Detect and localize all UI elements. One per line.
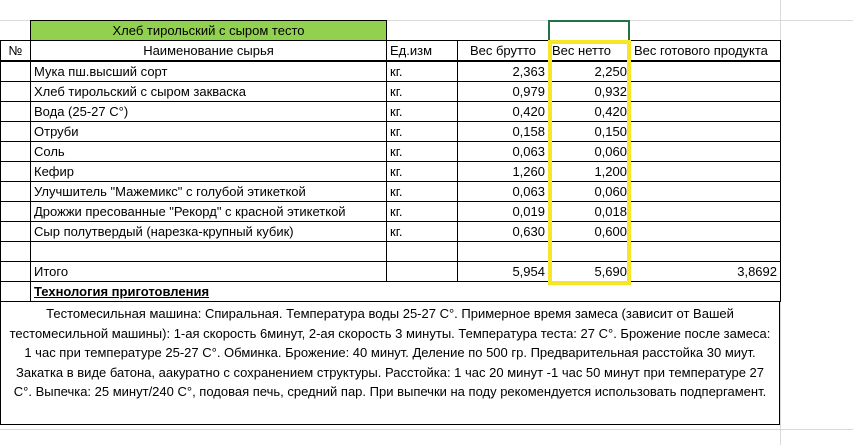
ingredient-finished-cell[interactable]: [630, 101, 781, 122]
header-name[interactable]: Наименование сырья: [30, 40, 387, 61]
row-num-cell[interactable]: [0, 101, 31, 122]
ingredient-gross[interactable]: 0,158: [457, 121, 549, 142]
ingredient-gross[interactable]: 0,063: [457, 181, 549, 202]
header-finished[interactable]: Вес готового продукта: [630, 40, 781, 61]
row-num-cell[interactable]: [0, 181, 31, 202]
row-num-cell[interactable]: [0, 161, 31, 182]
ingredient-unit[interactable]: кг.: [386, 101, 458, 122]
ingredient-finished-cell[interactable]: [630, 61, 781, 82]
tech-title-cell[interactable]: [30, 281, 781, 302]
empty-cell[interactable]: [0, 241, 31, 262]
ingredient-name[interactable]: Кефир: [30, 161, 387, 182]
tech-num-cell[interactable]: [0, 281, 31, 302]
ingredient-unit[interactable]: кг.: [386, 141, 458, 162]
ingredient-net[interactable]: 0,600: [548, 221, 631, 242]
total-finished[interactable]: 3,8692: [630, 261, 781, 282]
header-gross[interactable]: Вес брутто: [457, 40, 549, 61]
total-unit-cell[interactable]: [386, 261, 458, 282]
ingredient-unit[interactable]: кг.: [386, 161, 458, 182]
ingredient-net[interactable]: 0,150: [548, 121, 631, 142]
empty-cell[interactable]: [386, 241, 458, 262]
ingredient-gross[interactable]: 0,420: [457, 101, 549, 122]
ingredient-net[interactable]: 1,200: [548, 161, 631, 182]
tech-text: Тестомесильная машина: Спиральная. Температура воды 25-27 С°. Примерное время замеса (зависит от Вашей тестомесильной машины): 1-ая скорость 6минут, 2-ая скорость 3 минуты. Температура теста: 27 С°. Брожение после замеса: 1 час при температуре 25-27 С°. Обминка. Брожение: 40 минут. Деление по 500 гр. Предварительная расстойка 30 миут. Закатка в виде батона, аакуратно с сохранением структуры. Расстойка: 1 час 20 минут -1 час 50 минут при температуре 27 С°. Выпечка: 25 минут/240 С°, подовая печь, средний пар. При выпечки на поду рекомендуется использовать подпергамент.: [9, 306, 771, 399]
ingredient-unit[interactable]: кг.: [386, 121, 458, 142]
ingredient-finished-cell[interactable]: [630, 81, 781, 102]
ingredient-net[interactable]: 0,060: [548, 141, 631, 162]
ingredient-net[interactable]: 0,420: [548, 101, 631, 122]
total-gross[interactable]: 5,954: [457, 261, 549, 282]
ingredient-finished-cell[interactable]: [630, 161, 781, 182]
row-num-cell[interactable]: [0, 201, 31, 222]
ingredient-name[interactable]: Улучшитель "Мажемикс" с голубой этикеткой: [30, 181, 387, 202]
ingredient-unit[interactable]: кг.: [386, 221, 458, 242]
ingredient-net[interactable]: 2,250: [548, 61, 631, 82]
recipe-title: Хлеб тирольский с сыром тесто: [112, 23, 305, 38]
ingredient-name[interactable]: Хлеб тирольский с сыром закваска: [30, 81, 387, 102]
empty-cell[interactable]: [457, 241, 549, 262]
ingredient-unit[interactable]: кг.: [386, 81, 458, 102]
row-num-cell[interactable]: [0, 61, 31, 82]
row-num-cell[interactable]: [0, 121, 31, 142]
ingredient-gross[interactable]: 1,260: [457, 161, 549, 182]
header-num[interactable]: №: [0, 40, 31, 61]
ingredient-gross[interactable]: 0,630: [457, 221, 549, 242]
ingredient-name[interactable]: Сыр полутвердый (нарезка-крупный кубик): [30, 221, 387, 242]
ingredient-unit[interactable]: кг.: [386, 181, 458, 202]
tech-text-cell[interactable]: [0, 301, 780, 425]
ingredient-net[interactable]: 0,932: [548, 81, 631, 102]
tech-title: Технология приготовления: [34, 284, 210, 299]
ingredient-gross[interactable]: 2,363: [457, 61, 549, 82]
ingredient-finished-cell[interactable]: [630, 221, 781, 242]
selected-cell[interactable]: [548, 20, 630, 40]
ingredient-gross[interactable]: 0,019: [457, 201, 549, 222]
ingredient-finished-cell[interactable]: [630, 141, 781, 162]
ingredient-gross[interactable]: 0,063: [457, 141, 549, 162]
ingredient-finished-cell[interactable]: [630, 121, 781, 142]
row-num-cell[interactable]: [0, 141, 31, 162]
ingredient-name[interactable]: Дрожжи пресованные "Рекорд" с красной этикеткой: [30, 201, 387, 222]
total-net[interactable]: 5,690: [548, 261, 631, 282]
ingredient-finished-cell[interactable]: [630, 181, 781, 202]
recipe-title-cell[interactable]: [30, 20, 387, 41]
header-net[interactable]: Вес нетто: [548, 40, 631, 61]
row-num-cell[interactable]: [0, 221, 31, 242]
header-unit[interactable]: Ед.изм: [386, 40, 458, 61]
ingredient-unit[interactable]: кг.: [386, 61, 458, 82]
ingredient-unit[interactable]: кг.: [386, 201, 458, 222]
gridline: [0, 429, 853, 430]
ingredient-net[interactable]: 0,018: [548, 201, 631, 222]
ingredient-name[interactable]: Вода (25-27 С°): [30, 101, 387, 122]
empty-cell[interactable]: [30, 241, 387, 262]
total-num-cell[interactable]: [0, 261, 31, 282]
net-weight-highlight-box: [548, 40, 631, 285]
ingredient-name[interactable]: Отруби: [30, 121, 387, 142]
total-label[interactable]: Итого: [30, 261, 387, 282]
ingredient-name[interactable]: Мука пш.высший сорт: [30, 61, 387, 82]
ingredient-name[interactable]: Соль: [30, 141, 387, 162]
ingredient-gross[interactable]: 0,979: [457, 81, 549, 102]
ingredient-net[interactable]: 0,060: [548, 181, 631, 202]
empty-cell[interactable]: [630, 241, 781, 262]
ingredient-finished-cell[interactable]: [630, 201, 781, 222]
row-num-cell[interactable]: [0, 81, 31, 102]
